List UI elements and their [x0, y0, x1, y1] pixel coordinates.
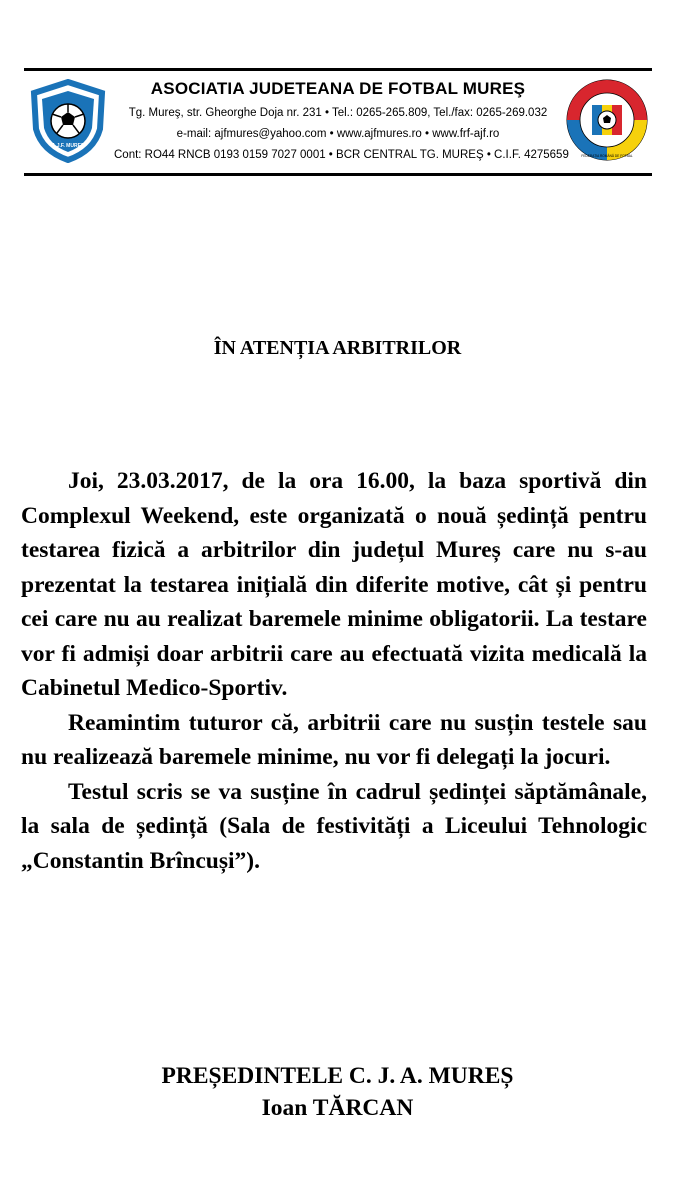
paragraph-3: Testul scris se va susține în cadrul ședinței săptămânale, la sala de ședință (Sala de festivități a Liceului Tehnologic „Constantin Brîncuși”).	[21, 778, 647, 874]
page-title: ÎN ATENȚIA ARBITRILOR	[213, 337, 462, 359]
frf-logo	[564, 77, 650, 163]
announcement-body	[21, 464, 647, 878]
right-logo-caption: FEDERAȚIA ROMÂNĂ DE FOTBAL	[581, 154, 633, 158]
signature-block	[0, 1060, 675, 1124]
letterhead	[24, 68, 652, 176]
paragraph-1: Joi, 23.03.2017, de la ora 16.00, la baza sportivă din Complexul Weekend, este organizată o nouă ședință pentru testarea fizică a arbitrilor din județul Mureș care nu s-au prezentat la testarea inițială din diferite motive, cât și pentru cei care nu au realizat baremele minime obligatorii. La testare vor fi admiși doar arbitrii care au efectuată vizita medicală la Cabinetul Medico-Sportiv.	[21, 468, 647, 701]
bank-line: Cont: RO44 RNCB 0193 0159 7027 0001 • BCR CENTRAL TG. MUREŞ • C.I.F. 4275659	[114, 149, 569, 161]
signature-name: Ioan TĂRCAN	[261, 1095, 414, 1121]
header-text	[114, 79, 569, 166]
left-logo-caption: A.J.F. MUREŞ	[51, 143, 85, 149]
contact-line: e-mail: ajfmures@yahoo.com • www.ajfmures.ro • www.frf-ajf.ro	[176, 128, 500, 140]
signature-role: PREȘEDINTELE C. J. A. MUREȘ	[161, 1063, 514, 1089]
ajf-mures-logo	[26, 79, 110, 163]
paragraph-2: Reamintim tuturor că, arbitrii care nu susțin testele sau nu realizează baremele minime, nu vor fi delegați la jocuri.	[21, 709, 647, 770]
organization-name: ASOCIATIA JUDETEANA DE FOTBAL MUREŞ	[150, 79, 526, 98]
address-line: Tg. Mureş, str. Gheorghe Doja nr. 231 • Tel.: 0265-265.809, Tel./fax: 0265-269.032	[128, 107, 548, 119]
